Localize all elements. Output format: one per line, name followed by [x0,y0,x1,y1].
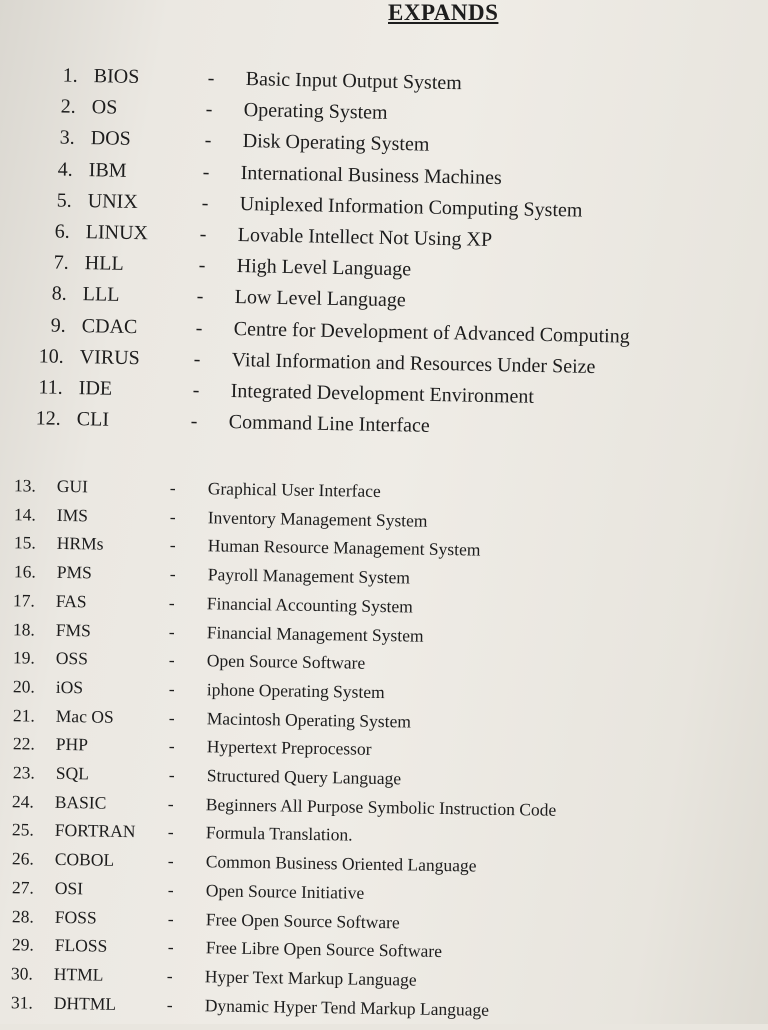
item-dash: - [201,192,209,215]
item-abbreviation: HLL [84,252,124,276]
item-number: 10. [38,345,65,368]
item-number: 8. [51,282,68,306]
item-expansion: Command Line Interface [228,411,430,438]
item-expansion: Open Source Initiative [205,880,365,903]
item-abbreviation: BASIC [55,791,107,813]
item-dash: - [205,98,214,121]
item-abbreviation: OSI [54,877,84,899]
item-dash: - [168,621,176,642]
item-number: 19. [12,647,36,668]
item-expansion: Macintosh Operating System [206,707,411,732]
item-number: 22. [12,733,35,754]
item-dash: - [168,764,175,785]
item-dash: - [167,822,175,843]
item-number: 4. [57,158,74,181]
item-number: 12. [35,407,61,430]
item-dash: - [169,535,176,556]
item-abbreviation: FAS [56,590,88,612]
item-expansion: Integrated Development Environment [230,380,534,408]
item-dash: - [166,994,174,1015]
item-number: 21. [12,704,35,726]
item-abbreviation: FORTRAN [54,820,136,842]
item-expansion: Vital Information and Resources Under Seize [231,348,596,378]
item-dash: - [169,477,176,498]
item-abbreviation: HTML [54,963,105,985]
item-abbreviation: FOSS [54,906,97,928]
item-expansion: Common Business Oriented Language [205,851,477,876]
item-number: 28. [11,905,34,927]
item-number: 24. [12,790,35,812]
item-abbreviation: IDE [78,377,112,400]
item-expansion: Financial Management System [206,621,424,646]
item-abbreviation: FLOSS [54,935,108,956]
item-expansion: Financial Accounting System [207,593,414,617]
item-expansion: Hypertext Preprocessor [206,736,372,760]
item-abbreviation: DOS [90,127,131,151]
item-number: 5. [56,189,72,212]
item-dash: - [167,965,174,986]
item-abbreviation: iOS [55,676,84,698]
item-number: 6. [54,220,71,243]
item-dash: - [198,254,206,277]
item-expansion: iphone Operating System [206,679,385,702]
item-expansion: Beginners All Purpose Symbolic Instruction Code [206,793,557,820]
item-dash: - [195,316,203,340]
item-abbreviation: HRMs [56,533,104,555]
item-abbreviation: FMS [55,619,92,640]
item-dash: - [168,735,175,757]
item-expansion: Centre for Development of Advanced Computing [233,317,630,348]
item-expansion: International Business Machines [240,161,503,189]
item-number: 31. [11,991,34,1013]
item-dash: - [167,879,174,900]
item-dash: - [168,707,175,728]
item-abbreviation: CLI [76,408,110,431]
item-dash: - [207,67,215,90]
page-title: EXPANDS [388,0,499,25]
item-dash: - [204,129,212,152]
item-number: 27. [11,877,34,898]
item-number: 7. [53,251,69,274]
item-number: 18. [13,618,36,640]
item-expansion: Uniplexed Information Computing System [239,192,583,222]
item-abbreviation: IMS [56,504,88,526]
item-dash: - [168,678,175,699]
item-abbreviation: GUI [56,475,89,497]
item-dash: - [168,793,175,814]
item-abbreviation: CDAC [81,314,138,338]
item-number: 1. [62,64,78,87]
item-dash: - [169,506,176,527]
item-number: 30. [11,963,34,984]
item-expansion: Operating System [243,99,389,124]
item-expansion: Payroll Management System [207,564,410,588]
item-abbreviation: IBM [88,158,128,182]
item-dash: - [190,410,198,433]
item-number: 16. [13,561,36,582]
item-dash: - [169,592,176,613]
item-abbreviation: UNIX [87,189,138,213]
item-dash: - [193,348,201,371]
item-abbreviation: VIRUS [79,345,141,370]
item-number: 17. [13,590,36,611]
item-number: 15. [13,532,36,553]
item-abbreviation: BIOS [93,65,140,88]
item-expansion: Formula Translation. [205,822,353,845]
item-number: 2. [61,95,77,118]
item-expansion: Dynamic Hyper Tend Markup Language [204,994,490,1020]
item-abbreviation: SQL [55,762,89,784]
item-dash: - [167,850,174,871]
item-number: 9. [50,314,66,337]
item-abbreviation: LLL [82,283,120,307]
item-expansion: Inventory Management System [207,506,428,531]
item-number: 25. [12,819,35,840]
item-expansion: Graphical User Interface [207,478,381,501]
item-expansion: Disk Operating System [242,130,430,157]
item-expansion: Basic Input Output System [245,68,463,95]
item-dash: - [168,649,175,670]
item-number: 14. [13,503,36,525]
item-abbreviation: Mac OS [55,705,114,727]
item-number: 29. [11,934,34,955]
item-dash: - [192,379,200,402]
item-expansion: Open Source Software [206,650,366,673]
item-number: 11. [37,376,63,399]
item-abbreviation: PMS [56,561,92,583]
item-expansion: Free Open Source Software [205,908,400,932]
item-abbreviation: COBOL [54,848,115,870]
item-number: 20. [12,676,35,697]
item-expansion: Human Resource Management System [207,535,481,560]
item-expansion: Hyper Text Markup Language [205,966,418,990]
item-abbreviation: DHTML [53,992,117,1014]
item-dash: - [169,563,176,584]
item-abbreviation: LINUX [85,221,149,245]
item-abbreviation: PHP [55,734,88,755]
item-abbreviation: OSS [55,648,89,669]
item-expansion: Lovable Intellect Not Using XP [237,224,493,251]
item-expansion: Structured Query Language [206,765,401,789]
item-dash: - [196,285,204,308]
item-dash: - [167,936,174,957]
item-dash: - [167,908,174,929]
item-expansion: High Level Language [236,255,411,281]
item-dash: - [199,223,207,246]
item-number: 13. [13,475,36,496]
item-number: 26. [11,848,35,869]
item-dash: - [202,160,210,184]
item-number: 3. [59,126,75,150]
item-abbreviation: OS [92,96,119,119]
item-expansion: Low Level Language [234,286,407,312]
item-number: 23. [12,762,35,783]
item-expansion: Free Libre Open Source Software [205,937,442,962]
